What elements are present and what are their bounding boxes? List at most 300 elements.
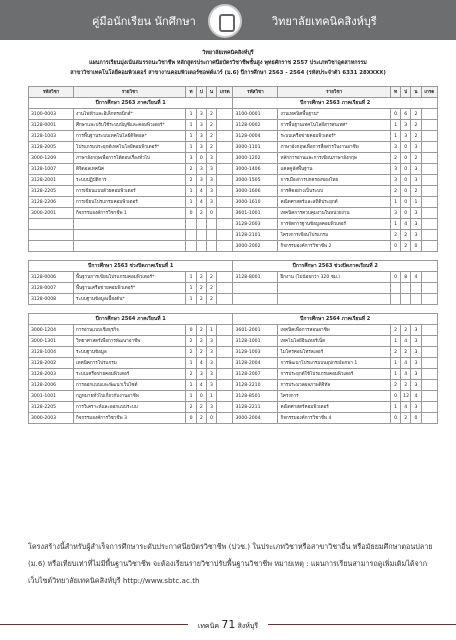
grade-cell — [217, 186, 233, 197]
credit-cell: 3 — [206, 153, 216, 164]
table-row — [29, 369, 438, 380]
practice-cell: 2 — [196, 325, 206, 336]
course-name-cell: เทคนิคการควบคุมงานในหน่วยงาน — [278, 208, 390, 219]
course-name-cell: ระบบปฏิบัติการ — [73, 175, 185, 186]
course-name-cell — [73, 219, 185, 230]
course-name-cell — [278, 283, 390, 294]
course-name-cell — [278, 294, 390, 305]
course-code-cell: 3601-1001 — [233, 208, 278, 219]
theory-cell: 2 — [186, 175, 196, 186]
course-code-cell — [233, 294, 278, 305]
grade-cell — [217, 391, 233, 402]
credit-cell: 2 — [206, 131, 216, 142]
grade-cell — [421, 164, 437, 175]
course-name-cell: เทคโนโลยีอินเทอร์เน็ต — [278, 336, 390, 347]
credit-cell: 2 — [206, 272, 216, 283]
course-code-cell: 3000-2004 — [233, 413, 278, 424]
credit-cell: 2 — [206, 120, 216, 131]
course-name-cell: งานเทคนิคพื้นฐาน* — [278, 109, 390, 120]
title-line: สาขาวิชาเทคโนโลยีคอมพิวเตอร์ สาขางานคอมพิวเตอร์ซอฟต์แวร์ (ม.6) ปีการศึกษา 2563 - 2564 (รหัสประจำตัว 6331 28XXXX) — [70, 70, 386, 76]
grade-cell — [421, 336, 437, 347]
grade-cell — [217, 402, 233, 413]
course-name-cell: พื้นฐานการเขียนโปรแกรมคอมพิวเตอร์* — [73, 272, 185, 283]
course-code-cell — [29, 241, 74, 252]
grade-cell — [217, 164, 233, 175]
practice-cell: 3 — [196, 131, 206, 142]
course-name-cell: การพัฒนาโปรแกรมบนอุปกรณ์พกพา 1 — [278, 358, 390, 369]
grade-cell — [421, 402, 437, 413]
grade-cell — [217, 369, 233, 380]
practice-cell — [401, 283, 411, 294]
theory-cell: 1 — [186, 186, 196, 197]
practice-cell: 2 — [196, 283, 206, 294]
credit-cell: 2 — [411, 131, 421, 142]
theory-cell: 3 — [390, 164, 400, 175]
credit-cell: 0 — [411, 413, 421, 424]
grade-cell — [421, 153, 437, 164]
theory-cell: 1 — [390, 402, 400, 413]
course-code-cell: 3000-1209 — [29, 153, 74, 164]
course-name-cell: แคลคูลัสพื้นฐาน — [278, 164, 390, 175]
course-code-cell: 3000-1406 — [233, 164, 278, 175]
course-code-cell: 3128-2205 — [29, 402, 74, 413]
practice-cell: 3 — [196, 120, 206, 131]
course-code-cell: 3128-0007 — [29, 283, 74, 294]
column-header: ท — [390, 87, 400, 98]
practice-cell: 12 — [401, 391, 411, 402]
practice-cell: 2 — [196, 272, 206, 283]
theory-cell: 2 — [390, 153, 400, 164]
credit-cell: 3 — [206, 197, 216, 208]
course-code-cell: 3128-8001 — [233, 272, 278, 283]
course-code-cell: 3000-2003 — [29, 413, 74, 424]
grade-cell — [217, 272, 233, 283]
credit-cell: 3 — [206, 186, 216, 197]
grade-cell — [217, 131, 233, 142]
practice-cell: 2 — [401, 325, 411, 336]
theory-cell: 2 — [390, 347, 400, 358]
page-header — [0, 0, 456, 40]
table-row — [29, 294, 438, 305]
theory-cell — [186, 219, 196, 230]
practice-cell: 2 — [196, 294, 206, 305]
theory-cell: 0 — [390, 241, 400, 252]
course-code-cell: 3000-2001 — [29, 208, 74, 219]
credit-cell: 3 — [411, 369, 421, 380]
grade-cell — [421, 186, 437, 197]
column-header: ท — [186, 87, 196, 98]
theory-cell: 3 — [390, 142, 400, 153]
credit-cell: 4 — [411, 272, 421, 283]
course-code-cell: 3000-1101 — [233, 142, 278, 153]
table-row — [29, 325, 438, 336]
theory-cell: 3 — [390, 208, 400, 219]
practice-cell: 4 — [196, 358, 206, 369]
grade-cell — [421, 120, 437, 131]
credit-cell — [206, 241, 216, 252]
course-name-cell: กฎหมายทั่วไปเกี่ยวกับงานอาชีพ — [73, 391, 185, 402]
course-name-cell: โครงการ — [278, 391, 390, 402]
practice-cell: 0 — [401, 175, 411, 186]
semester-title: ปีการศึกษา 2564 ภาคเรียนที่ 2 — [233, 314, 438, 325]
theory-cell: 1 — [186, 120, 196, 131]
semester-title: ปีการศึกษา 2564 ภาคเรียนที่ 1 — [29, 314, 233, 325]
theory-cell — [186, 241, 196, 252]
course-code-cell: 3128-2005 — [29, 142, 74, 153]
credit-cell: 2 — [206, 294, 216, 305]
course-name-cell: การเมืองการปกครองของไทย — [278, 175, 390, 186]
column-header: ป — [196, 87, 206, 98]
credit-cell: 3 — [411, 347, 421, 358]
theory-cell: 1 — [390, 131, 400, 142]
grade-cell — [217, 142, 233, 153]
table-row — [29, 142, 438, 153]
practice-cell: 3 — [196, 109, 206, 120]
theory-cell — [186, 230, 196, 241]
semester-title-row — [29, 98, 438, 109]
semester-title-row — [29, 261, 438, 272]
course-name-cell: โครงการเขียนโปรแกรม — [278, 230, 390, 241]
practice-cell: 3 — [196, 369, 206, 380]
credit-cell — [206, 230, 216, 241]
grade-cell — [421, 347, 437, 358]
grade-cell — [217, 413, 233, 424]
course-code-cell: 3128-0004 — [233, 131, 278, 142]
table-row — [29, 175, 438, 186]
page-suffix: สิงห์บุรี — [237, 622, 259, 630]
practice-cell: 2 — [196, 347, 206, 358]
course-code-cell: 3128-2210 — [233, 380, 278, 391]
theory-cell: 2 — [186, 347, 196, 358]
college-seal-icon — [208, 4, 242, 38]
practice-cell: 4 — [401, 402, 411, 413]
grade-cell — [421, 230, 437, 241]
practice-cell: 0 — [401, 208, 411, 219]
theory-cell: 1 — [186, 131, 196, 142]
grade-cell — [217, 336, 233, 347]
course-name-cell: กิจกรรมองค์การวิชาชีพ 1 — [73, 208, 185, 219]
practice-cell: 3 — [401, 120, 411, 131]
course-code-cell: 3128-8501 — [233, 391, 278, 402]
credit-cell: 3 — [411, 208, 421, 219]
column-header: น — [206, 87, 216, 98]
course-code-cell: 3000-1505 — [233, 175, 278, 186]
theory-cell: 1 — [186, 283, 196, 294]
course-code-cell: 3128-2003 — [233, 219, 278, 230]
credit-cell: 2 — [206, 283, 216, 294]
column-header: เกรด — [217, 87, 233, 98]
theory-cell: 2 — [186, 369, 196, 380]
practice-cell: 0 — [401, 186, 411, 197]
course-code-cell: 3000-1202 — [233, 153, 278, 164]
theory-cell: 0 — [186, 208, 196, 219]
course-code-cell: 3000-1610 — [233, 197, 278, 208]
credit-cell: 0 — [206, 208, 216, 219]
course-name-cell: การเขียนแบบด้วยคอมพิวเตอร์ — [73, 186, 185, 197]
credit-cell: 3 — [411, 219, 421, 230]
title-line: แผนการเรียนมุ่งเน้นสมรรถนะวิชาชีพ หลักสูตรประกาศนียบัตรวิชาชีพชั้นสูง พุทธศักราช 2557 ประเภทวิชาอุตสาหกรรม — [89, 60, 367, 66]
credit-cell: 2 — [411, 120, 421, 131]
theory-cell: 1 — [390, 369, 400, 380]
course-name-cell: โปรแกรมประยุกต์เทคโนโลยีคอมพิวเตอร์* — [73, 142, 185, 153]
table-row — [29, 120, 438, 131]
practice-cell: 2 — [196, 336, 206, 347]
grade-cell — [217, 325, 233, 336]
theory-cell: 2 — [186, 336, 196, 347]
semester-title: ปีการศึกษา 2563 ภาคเรียนที่ 1 — [29, 98, 233, 109]
course-name-cell: ศึกษาและปรับใช้ระบบบัญชีและคอมพิวเตอร์* — [73, 120, 185, 131]
credit-cell: 2 — [206, 142, 216, 153]
credit-cell: 4 — [411, 391, 421, 402]
credit-cell: 3 — [206, 369, 216, 380]
course-code-cell: 3128-1003 — [233, 347, 278, 358]
column-header: รายวิชา — [73, 87, 185, 98]
practice-cell: 2 — [401, 241, 411, 252]
theory-cell: 0 — [390, 413, 400, 424]
theory-cell: 2 — [390, 186, 400, 197]
course-code-cell: 3128-0001 — [29, 120, 74, 131]
credit-cell: 0 — [411, 241, 421, 252]
credit-cell — [411, 294, 421, 305]
course-code-cell: 3100-0003 — [29, 109, 74, 120]
course-name-cell: การวิเคราะห์และออกแบบระบบ — [73, 402, 185, 413]
theory-cell: 2 — [390, 230, 400, 241]
semester-title: ปีการศึกษา 2563 ภาคเรียนที่ 2 — [233, 98, 438, 109]
practice-cell: 4 — [401, 336, 411, 347]
table-row — [29, 131, 438, 142]
header-left-title: คู่มือนักเรียน นักศึกษา — [92, 15, 196, 28]
grade-cell — [217, 153, 233, 164]
theory-cell: 0 — [390, 109, 400, 120]
course-code-cell — [29, 219, 74, 230]
practice-cell: 4 — [196, 197, 206, 208]
table-row — [29, 347, 438, 358]
grade-cell — [421, 208, 437, 219]
course-code-cell: 3000-1301 — [29, 336, 74, 347]
course-name-cell: ฝึกงาน (ไม่น้อยกว่า 320 ชม.) — [278, 272, 390, 283]
credit-cell: 2 — [411, 109, 421, 120]
theory-cell: 1 — [186, 294, 196, 305]
credit-cell: 3 — [206, 380, 216, 391]
course-code-cell: 3128-2211 — [233, 402, 278, 413]
grade-cell — [217, 283, 233, 294]
table-row — [29, 272, 438, 283]
credit-cell: 1 — [206, 325, 216, 336]
practice-cell: 8 — [401, 272, 411, 283]
credit-cell — [411, 283, 421, 294]
course-code-cell: 3128-0006 — [29, 272, 74, 283]
course-name-cell: กิจกรรมองค์การวิชาชีพ 2 — [278, 241, 390, 252]
course-name-cell: การคิดอย่างเป็นระบบ — [278, 186, 390, 197]
credit-cell: 3 — [411, 325, 421, 336]
grade-cell — [421, 131, 437, 142]
course-name-cell: ระบบฐานข้อมูล — [73, 347, 185, 358]
semester-title: ปีการศึกษา 2563 ช่วงปิดภาคเรียนที่ 1 — [29, 261, 233, 272]
practice-cell: 0 — [401, 153, 411, 164]
table-row — [29, 241, 438, 252]
credit-cell: 3 — [411, 164, 421, 175]
table-row — [29, 358, 438, 369]
table-row — [29, 219, 438, 230]
grade-cell — [421, 294, 437, 305]
grade-cell — [217, 380, 233, 391]
grade-cell — [217, 109, 233, 120]
course-name-cell: การจัดการฐานข้อมูลคอมพิวเตอร์ — [278, 219, 390, 230]
table-row — [29, 164, 438, 175]
table-row — [29, 336, 438, 347]
course-name-cell — [73, 230, 185, 241]
grade-cell — [217, 197, 233, 208]
course-name-cell: ไมโครคอนโทรลเลอร์ — [278, 347, 390, 358]
theory-cell: 0 — [390, 391, 400, 402]
credit-cell: 3 — [206, 402, 216, 413]
section-spacer — [29, 305, 438, 314]
practice-cell: 4 — [401, 358, 411, 369]
course-code-cell: 3128-0008 — [29, 294, 74, 305]
grade-cell — [421, 391, 437, 402]
course-name-cell: การประยุกต์ใช้โปรแกรมคอมพิวเตอร์ — [278, 369, 390, 380]
grade-cell — [421, 219, 437, 230]
theory-cell: 1 — [390, 219, 400, 230]
practice-cell: 2 — [196, 402, 206, 413]
table-row — [29, 283, 438, 294]
practice-cell: 4 — [196, 186, 206, 197]
credit-cell: 3 — [411, 402, 421, 413]
course-name-cell: กิจกรรมองค์การวิชาชีพ 4 — [278, 413, 390, 424]
practice-cell: 0 — [196, 391, 206, 402]
credit-cell: 3 — [411, 358, 421, 369]
document-titles — [0, 48, 456, 78]
course-name-cell: การอ่านแบบเชิงธุรกิจ — [73, 325, 185, 336]
table-row — [29, 391, 438, 402]
course-name-cell: การเขียนโปรแกรมคอมพิวเตอร์ — [73, 197, 185, 208]
course-name-cell: ดิจิตอลเทคนิค — [73, 164, 185, 175]
practice-cell: 0 — [401, 142, 411, 153]
theory-cell: 1 — [390, 197, 400, 208]
study-plan-table — [28, 86, 438, 424]
grade-cell — [217, 347, 233, 358]
theory-cell: 1 — [186, 358, 196, 369]
theory-cell — [390, 283, 400, 294]
course-code-cell: 3128-1004 — [29, 347, 74, 358]
page-footer — [0, 618, 456, 640]
credit-cell: 2 — [206, 109, 216, 120]
credit-cell: 1 — [411, 197, 421, 208]
credit-cell: 3 — [411, 175, 421, 186]
practice-cell — [196, 230, 206, 241]
footnote: โครงสร้างนี้สำหรับผู้สำเร็จการศึกษาระดับประกาศนียบัตรวิชาชีพ (ปวช.) ในประเภทวิชาหรือสาขาวิชาอื่น หรือมัธยมศึกษาตอนปลาย (ม.6) หรือเทียบเท่าที่ไม่มีพื้นฐานวิชาชีพ จะต้องเรียนรายวิชาปรับพื้นฐานวิชาชีพ หมายเหตุ : แผนการเรียนสามารถดูเพิ่มเติมได้จากเว็บไซต์วิทยาลัยเทคนิคสิงห์บุรี http://www.sbtc.ac.th — [28, 542, 433, 585]
theory-cell: 2 — [390, 325, 400, 336]
course-name-cell: เทคนิคการโปรแกรม — [73, 358, 185, 369]
course-code-cell — [233, 283, 278, 294]
course-code-cell: 3128-2003 — [29, 369, 74, 380]
grade-cell — [421, 175, 437, 186]
course-code-cell: 3128-2101 — [233, 230, 278, 241]
grade-cell — [217, 175, 233, 186]
credit-cell: 3 — [411, 380, 421, 391]
course-code-cell: 3128-2001 — [29, 175, 74, 186]
course-name-cell: การออกแบบและพัฒนาเว็บไซต์ — [73, 380, 185, 391]
course-name-cell: คณิตศาสตร์คอมพิวเตอร์ — [278, 402, 390, 413]
grade-cell — [421, 241, 437, 252]
credit-cell: 2 — [411, 186, 421, 197]
credit-cell: 3 — [206, 336, 216, 347]
table-row — [29, 380, 438, 391]
course-code-cell: 3128-0002 — [233, 120, 278, 131]
practice-cell — [196, 241, 206, 252]
course-name-cell: ระบบฐานข้อมูลเบื้องต้น* — [73, 294, 185, 305]
theory-cell: 1 — [186, 391, 196, 402]
practice-cell: 0 — [401, 197, 411, 208]
table-row — [29, 197, 438, 208]
theory-cell: 1 — [390, 120, 400, 131]
course-code-cell: 3100-0001 — [233, 109, 278, 120]
grade-cell — [217, 120, 233, 131]
grade-cell — [217, 219, 233, 230]
course-code-cell: 3128-1003 — [29, 131, 74, 142]
practice-cell: 0 — [401, 164, 411, 175]
column-header: น — [411, 87, 421, 98]
theory-cell: 1 — [390, 336, 400, 347]
grade-cell — [421, 109, 437, 120]
course-code-cell: 3128-1007 — [29, 164, 74, 175]
theory-cell: 2 — [390, 380, 400, 391]
course-code-cell: 3128-1001 — [233, 336, 278, 347]
practice-cell: 2 — [401, 230, 411, 241]
course-code-cell: 3000-1606 — [233, 186, 278, 197]
column-header: รายวิชา — [278, 87, 390, 98]
theory-cell: 1 — [186, 109, 196, 120]
course-code-cell: 3000-1204 — [29, 325, 74, 336]
page-number: 71 — [221, 618, 236, 631]
theory-cell — [390, 294, 400, 305]
column-header: รหัสวิชา — [233, 87, 278, 98]
grade-cell — [421, 358, 437, 369]
table-header-row — [29, 87, 438, 98]
theory-cell: 0 — [186, 413, 196, 424]
practice-cell: 0 — [196, 153, 206, 164]
practice-cell: 4 — [401, 369, 411, 380]
credit-cell: 3 — [411, 336, 421, 347]
semester-title: ปีการศึกษา 2563 ช่วงปิดภาคเรียนที่ 2 — [233, 261, 438, 272]
grade-cell — [217, 294, 233, 305]
grade-cell — [421, 272, 437, 283]
page-number-box — [188, 618, 268, 632]
theory-cell: 3 — [390, 175, 400, 186]
credit-cell: 3 — [411, 230, 421, 241]
course-code-cell: 3601-2001 — [233, 325, 278, 336]
practice-cell: 4 — [196, 380, 206, 391]
theory-cell: 1 — [186, 272, 196, 283]
course-name-cell: งานไฟฟ้าและอิเล็กทรอนิกส์* — [73, 109, 185, 120]
table-row — [29, 208, 438, 219]
credit-cell: 2 — [411, 153, 421, 164]
course-code-cell — [29, 230, 74, 241]
course-name-cell: กิจกรรมองค์การวิชาชีพ 3 — [73, 413, 185, 424]
course-code-cell: 3128-2007 — [233, 369, 278, 380]
course-name-cell: ระบบเครือข่ายคอมพิวเตอร์ — [73, 369, 185, 380]
course-name-cell: พื้นฐานเครือข่ายคอมพิวเตอร์* — [73, 283, 185, 294]
credit-cell: 1 — [206, 391, 216, 402]
grade-cell — [421, 197, 437, 208]
course-code-cell: 3128-2004 — [233, 358, 278, 369]
theory-cell: 3 — [186, 153, 196, 164]
table-row — [29, 413, 438, 424]
practice-cell: 2 — [401, 380, 411, 391]
theory-cell: 1 — [186, 380, 196, 391]
table-row — [29, 109, 438, 120]
theory-cell: 0 — [390, 272, 400, 283]
